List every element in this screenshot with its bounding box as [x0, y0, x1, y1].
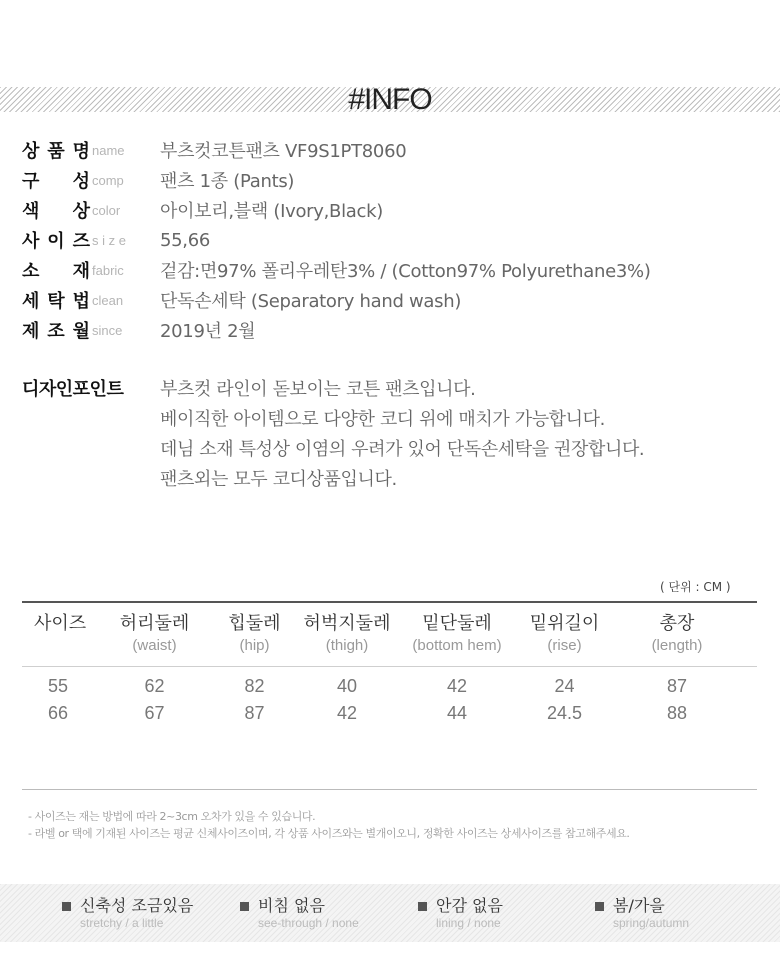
feature-lining	[418, 896, 503, 930]
table-cell: 87	[244, 703, 265, 723]
design-point-line: 부츠컷 라인이 돋보이는 코튼 팬츠입니다.	[160, 379, 476, 400]
spec-sublabel: fabric	[92, 262, 124, 278]
table-cell: 87	[666, 676, 688, 696]
spec-label: 상 품 명	[22, 141, 90, 162]
design-point-line: 팬츠외는 모두 코디상품입니다.	[160, 469, 397, 490]
size-table-header	[22, 603, 757, 667]
spec-row-name	[22, 135, 762, 165]
spec-sublabel: comp	[92, 172, 124, 188]
spec-value: 아이보리,블랙 (Ivory,Black)	[160, 201, 383, 222]
header-cell-rise: 밑위길이 (rise)	[529, 613, 600, 654]
table-cell: 24.5	[546, 703, 583, 723]
spec-sublabel: name	[92, 142, 125, 158]
feature-bar	[0, 884, 780, 942]
spec-row-comp	[22, 165, 762, 195]
header-cell-waist: 허리둘레 (waist)	[119, 613, 190, 654]
square-bullet-icon	[62, 902, 71, 911]
header-cell-thigh: 허벅지둘레 (thigh)	[303, 613, 391, 654]
spec-label: 제 조 월	[22, 321, 90, 342]
size-unit-label: ( 단위 : CM )	[660, 580, 731, 594]
size-table	[22, 601, 757, 727]
table-cell: 88	[666, 703, 688, 723]
design-point-label: 디자인포인트	[22, 379, 124, 400]
feature-sublabel: see-through / none	[258, 916, 359, 930]
feature-label: 안감 없음	[436, 896, 503, 915]
info-title: #INFO	[348, 83, 432, 116]
feature-label: 봄/가을	[613, 896, 665, 915]
feature-label: 비침 없음	[258, 896, 325, 915]
design-point-lines	[160, 375, 644, 495]
table-cell: 82	[244, 676, 265, 696]
spec-value: 겉감:면97% 폴리우레탄3% / (Cotton97% Polyurethane3%)	[160, 261, 651, 282]
header-cell-bottom-hem: 밑단둘레 (bottom hem)	[412, 613, 502, 654]
spec-label: 구 성	[22, 171, 90, 192]
feature-see-through	[240, 896, 359, 930]
spec-list	[22, 135, 762, 345]
spec-row-since	[22, 315, 762, 345]
table-cell: 42	[446, 676, 468, 696]
feature-season	[595, 896, 689, 930]
spec-row-color	[22, 195, 762, 225]
table-cell: 40	[336, 676, 358, 696]
notes-divider	[22, 789, 757, 790]
table-cell: 42	[336, 703, 358, 723]
spec-label: 세 탁 법	[22, 291, 90, 312]
spec-value: 부츠컷코튼팬츠 VF9S1PT8060	[160, 141, 407, 162]
size-notes	[28, 808, 630, 842]
spec-value: 팬츠 1종 (Pants)	[160, 171, 295, 192]
table-cell: 67	[144, 703, 165, 723]
table-cell: 55	[48, 676, 69, 696]
spec-value: 단독손세탁 (Separatory hand wash)	[160, 291, 462, 312]
spec-label: 사 이 즈	[22, 231, 90, 252]
table-row	[22, 673, 757, 700]
spec-sublabel: clean	[92, 292, 124, 308]
spec-value: 55,66	[160, 229, 211, 251]
spec-sublabel: color	[92, 202, 121, 218]
square-bullet-icon	[595, 902, 604, 911]
table-row	[22, 700, 757, 727]
size-table-body	[22, 667, 757, 727]
table-cell: 24	[554, 676, 575, 696]
header-cell-size: 사이즈	[34, 613, 87, 634]
feature-sublabel: lining / none	[436, 916, 501, 930]
spec-label: 색 상	[22, 201, 90, 222]
square-bullet-icon	[240, 902, 249, 911]
table-cell: 66	[48, 703, 69, 723]
header-cell-hip: 힙둘레 (hip)	[228, 613, 281, 654]
spec-row-fabric	[22, 255, 762, 285]
table-cell: 62	[144, 676, 165, 696]
header-cell-length: 총장 (length)	[651, 613, 703, 654]
feature-label: 신축성 조금있음	[80, 896, 194, 915]
square-bullet-icon	[418, 902, 427, 911]
feature-sublabel: stretchy / a little	[80, 916, 164, 930]
spec-row-clean	[22, 285, 762, 315]
spec-label: 소 재	[22, 261, 90, 282]
feature-sublabel: spring/autumn	[613, 916, 690, 930]
design-point-line: 베이직한 아이템으로 다양한 코디 위에 매치가 가능합니다.	[160, 409, 605, 430]
note-line: - 라벨 or 택에 기재된 사이즈는 평균 신체사이즈이며, 각 상품 사이즈와는 별개이오니, 정확한 사이즈는 상세사이즈를 참고해주세요.	[28, 827, 630, 840]
note-line: - 사이즈는 재는 방법에 따라 2~3cm 오차가 있을 수 있습니다.	[28, 810, 316, 823]
design-point-line: 데님 소재 특성상 이염의 우려가 있어 단독손세탁을 권장합니다.	[160, 439, 645, 460]
spec-value: 2019년 2월	[160, 321, 256, 342]
spec-row-size	[22, 225, 762, 255]
spec-sublabel: since	[92, 322, 123, 338]
spec-sublabel: s i z e	[92, 232, 126, 248]
feature-stretch	[62, 896, 193, 930]
table-cell: 44	[446, 703, 468, 723]
